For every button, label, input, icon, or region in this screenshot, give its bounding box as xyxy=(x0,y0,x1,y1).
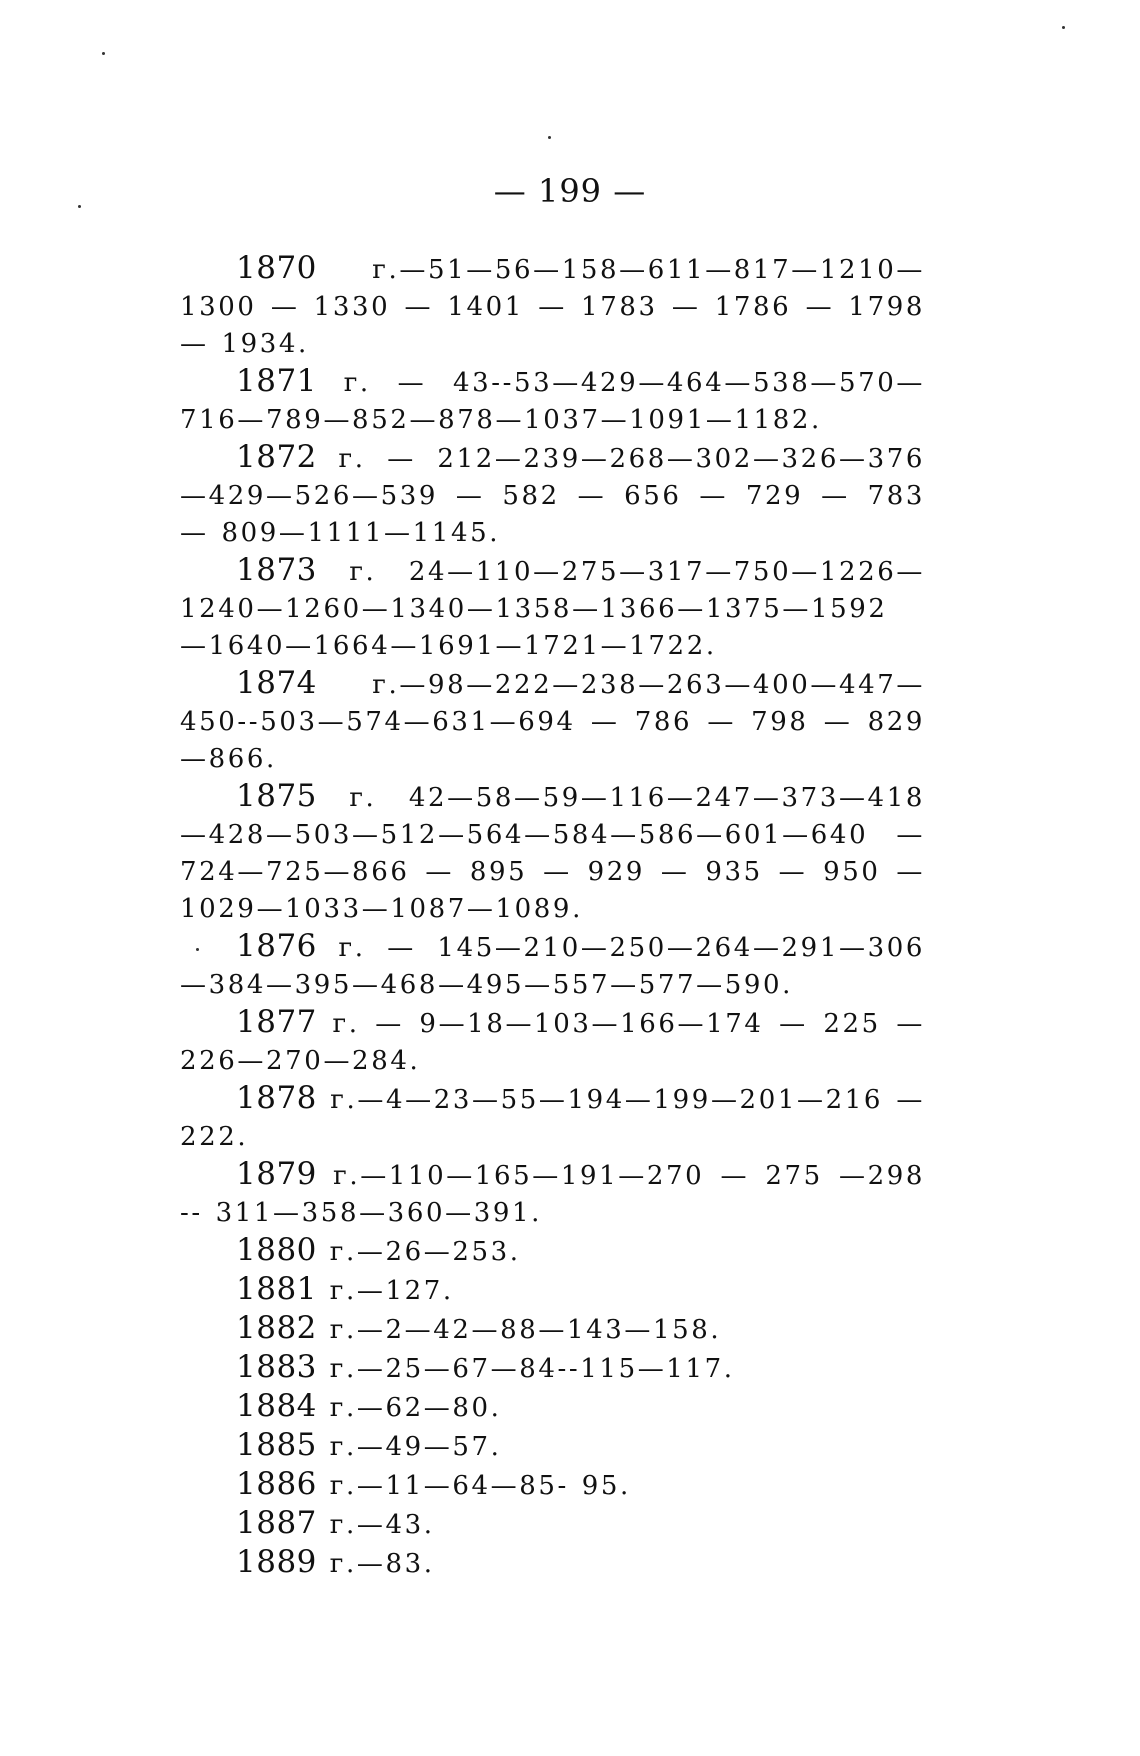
entry-references: г. — 145—210—250—264—291—306 —384—395—468—495—557—577—590. xyxy=(180,933,925,1000)
page-number: — 199 — xyxy=(493,172,647,210)
entry-year: 1870 xyxy=(236,250,317,286)
entry-references: г.—98—222—238—263—400—447—450--503—574—631—694 — 786 — 798 — 829 —866. xyxy=(180,670,925,774)
entry-year: 1872 xyxy=(236,439,317,475)
entry-year: 1871 xyxy=(236,363,317,399)
index-entry xyxy=(180,1310,925,1349)
entry-references: г.—25—67—84--115—117. xyxy=(316,1354,735,1384)
entry-year: 1882 xyxy=(236,1310,317,1346)
entry-year: 1879 xyxy=(236,1156,317,1192)
index-entry xyxy=(180,1349,925,1388)
entry-references: г.—49—57. xyxy=(316,1432,502,1462)
entry-year: 1887 xyxy=(236,1505,317,1541)
index-entry xyxy=(180,1271,925,1310)
index-entry xyxy=(180,1156,925,1232)
index-entry xyxy=(180,778,925,928)
entry-references: г. 24—110—275—317—750—1226—1240—1260—1340—1358—1366—1375—1592 —1640—1664—1691—1721—1722. xyxy=(180,557,925,661)
entry-year: 1885 xyxy=(236,1427,317,1463)
entry-year: 1884 xyxy=(236,1388,317,1424)
entry-references: г.—43. xyxy=(316,1510,435,1540)
entry-year: 1876 xyxy=(236,928,317,964)
index-entry xyxy=(180,1388,925,1427)
entry-year: 1880 xyxy=(236,1232,317,1268)
entry-references: г.—2—42—88—143—158. xyxy=(316,1315,722,1345)
entry-year: 1875 xyxy=(236,778,317,814)
paper-speck xyxy=(78,205,81,208)
index-entry xyxy=(180,439,925,552)
entry-year: 1878 xyxy=(236,1080,317,1116)
entry-references: г.—62—80. xyxy=(316,1393,502,1423)
entry-year: 1877 xyxy=(236,1004,317,1040)
index-entry xyxy=(180,1466,925,1505)
paper-speck xyxy=(102,52,105,55)
entry-references: г.—83. xyxy=(316,1549,435,1579)
entry-year: 1886 xyxy=(236,1466,317,1502)
entry-references: г.—110—165—191—270 — 275 —298 -- 311—358—360—391. xyxy=(180,1161,925,1228)
index-entry xyxy=(180,1232,925,1271)
entry-year: 1889 xyxy=(236,1544,317,1580)
paper-speck xyxy=(548,136,551,139)
index-entry xyxy=(180,1080,925,1156)
entry-references: г. — 43--53—429—464—538—570—716—789—852—878—1037—1091—1182. xyxy=(180,368,925,435)
paper-speck xyxy=(196,948,199,951)
entry-references: г. — 9—18—103—166—174 — 225 — 226—270—284. xyxy=(180,1009,925,1076)
entry-year: 1873 xyxy=(236,552,317,588)
entry-references: г. — 212—239—268—302—326—376 —429—526—539 — 582 — 656 — 729 — 783 — 809—1111—1145. xyxy=(180,444,925,548)
index-entry xyxy=(180,552,925,665)
index-entry xyxy=(180,1004,925,1080)
index-entry xyxy=(180,363,925,439)
entry-year: 1874 xyxy=(236,665,317,701)
index-entry xyxy=(180,1544,925,1583)
index-entry xyxy=(180,1505,925,1544)
index-entry xyxy=(180,665,925,778)
index-entry xyxy=(180,928,925,1004)
index-entry xyxy=(180,250,925,363)
entry-references: г.—51—56—158—611—817—1210—1300 — 1330 — 1401 — 1783 — 1786 — 1798 — 1934. xyxy=(180,255,925,359)
index-entries xyxy=(180,250,925,1583)
paper-speck xyxy=(1062,26,1065,29)
entry-year: 1881 xyxy=(236,1271,317,1307)
entry-year: 1883 xyxy=(236,1349,317,1385)
entry-references: г.—127. xyxy=(316,1276,454,1306)
entry-references: г.—26—253. xyxy=(316,1237,521,1267)
entry-references: г.—11—64—85- 95. xyxy=(316,1471,631,1501)
index-entry xyxy=(180,1427,925,1466)
entry-references: г.—4—23—55—194—199—201—216 —222. xyxy=(180,1085,925,1152)
entry-references: г. 42—58—59—116—247—373—418 —428—503—512—564—584—586—601—640 —724—725—866 — 895 — 929 — 935 — 950 — 1029—1033—1087—1089. xyxy=(180,783,925,924)
